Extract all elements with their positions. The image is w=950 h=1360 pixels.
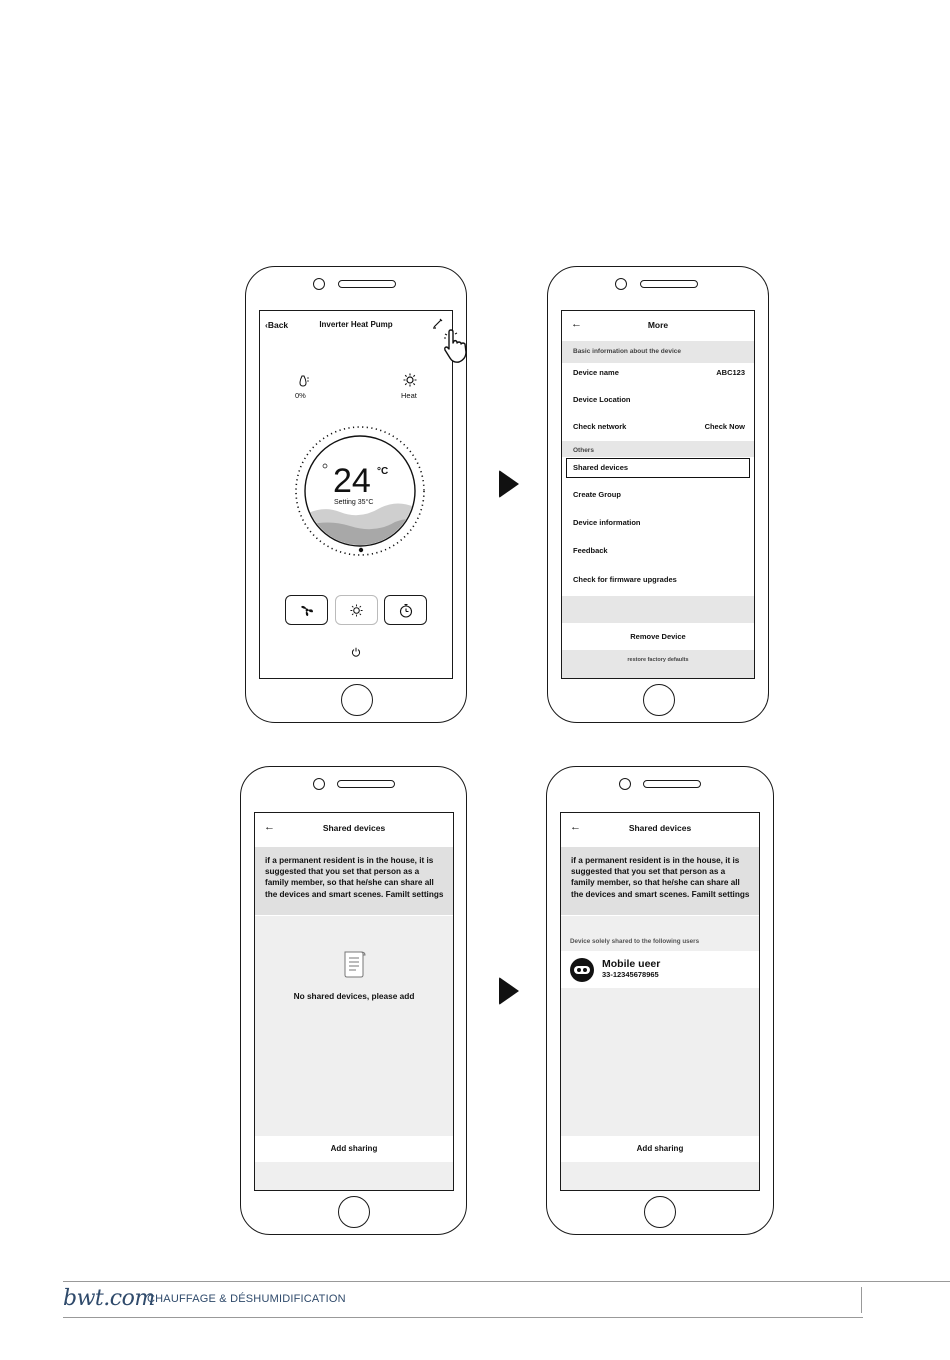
document-icon xyxy=(341,949,367,984)
device-location-row[interactable]: Device Location xyxy=(562,390,754,417)
page-title: Inverter Heat Pump xyxy=(319,320,393,329)
phone-frame-1 xyxy=(245,266,467,723)
empty-message: No shared devices, please add xyxy=(293,991,415,1001)
check-now-link[interactable]: Check Now xyxy=(704,422,745,431)
phone-frame-4 xyxy=(546,766,774,1235)
arrow-left-icon[interactable]: ← xyxy=(264,821,275,833)
fan-button[interactable] xyxy=(285,595,328,625)
avatar xyxy=(569,957,595,988)
speaker xyxy=(337,780,395,788)
user-name: Mobile ueer xyxy=(602,958,661,970)
mode-label: Heat xyxy=(401,391,417,400)
screen-shared-users xyxy=(560,812,760,1191)
footer-rule-top xyxy=(63,1281,950,1282)
empty-state xyxy=(255,916,453,1190)
camera xyxy=(615,278,627,290)
mode-buttons xyxy=(285,595,428,627)
speaker xyxy=(643,780,701,788)
speaker xyxy=(640,280,698,288)
feedback-row[interactable]: Feedback xyxy=(562,543,754,572)
phone-frame-3 xyxy=(240,766,467,1235)
restore-defaults-link[interactable]: restore factory defaults xyxy=(562,650,754,679)
power-icon[interactable] xyxy=(260,647,452,660)
humidity-icon xyxy=(298,374,310,392)
family-info-box: if a permanent resident is in the house, it is suggested that you set that person as a family member, so that he/she can share all the devices and smart scenes. Familt settings xyxy=(561,847,759,915)
sun-icon xyxy=(350,604,363,617)
device-information-row[interactable]: Device information xyxy=(562,515,754,543)
sun-icon xyxy=(403,373,417,392)
home-button[interactable] xyxy=(341,684,373,716)
temperature-value: 24 xyxy=(333,462,371,500)
chevron-left-icon: ‹ xyxy=(265,320,268,330)
footer-rule-bottom xyxy=(63,1317,863,1318)
footer-tagline: CHAUFFAGE & DÉSHUMIDIFICATION xyxy=(147,1293,346,1305)
remove-device-button[interactable]: Remove Device xyxy=(562,623,754,650)
shared-devices-row[interactable] xyxy=(562,457,754,487)
shared-list xyxy=(561,916,759,1190)
phone-frame-2 xyxy=(547,266,769,723)
camera xyxy=(619,778,631,790)
user-phone: 33-12345678965 xyxy=(602,970,659,979)
header xyxy=(255,813,453,847)
family-info-box: if a permanent resident is in the house, it is suggested that you set that person as a family member, so that he/she can share all the devices and smart scenes. Familt settings xyxy=(255,847,453,915)
firmware-row[interactable]: Check for firmware upgrades xyxy=(562,572,754,596)
add-sharing-button[interactable]: Add sharing xyxy=(561,1136,759,1162)
shared-devices-highlight: Shared devices xyxy=(566,458,750,478)
humidity-value: 0% xyxy=(295,391,306,400)
add-sharing-button[interactable]: Add sharing xyxy=(255,1136,453,1162)
home-button[interactable] xyxy=(644,1196,676,1228)
fan-icon xyxy=(299,603,315,617)
arrow-right-icon xyxy=(499,977,519,1005)
device-name-value: ABC123 xyxy=(716,368,745,377)
screen-device-control xyxy=(259,310,453,679)
arrow-left-icon[interactable]: ← xyxy=(570,821,581,833)
arrow-right-icon xyxy=(499,470,519,498)
temperature-unit: °C xyxy=(377,466,389,477)
create-group-row[interactable]: Create Group xyxy=(562,487,754,515)
spacer xyxy=(562,596,754,623)
footer-divider xyxy=(861,1287,862,1313)
home-button[interactable] xyxy=(338,1196,370,1228)
screen-shared-empty xyxy=(254,812,454,1191)
section-label: Device solely shared to the following users xyxy=(570,938,700,945)
home-button[interactable] xyxy=(643,684,675,716)
header xyxy=(562,311,754,341)
camera xyxy=(313,278,325,290)
screen-more xyxy=(561,310,755,679)
heat-button[interactable] xyxy=(335,595,378,625)
timer-button[interactable] xyxy=(384,595,427,625)
timer-icon xyxy=(399,603,413,618)
header xyxy=(561,813,759,847)
page-title: Shared devices xyxy=(628,823,692,833)
device-name-row[interactable]: Device name ABC123 xyxy=(562,363,754,390)
back-button[interactable]: ‹Back xyxy=(265,320,289,330)
page-title: More xyxy=(647,320,669,330)
bwt-logo: bwt.com xyxy=(63,1286,155,1311)
setpoint-label: Setting 35°C xyxy=(334,499,374,506)
check-network-row[interactable]: Check network Check Now xyxy=(562,417,754,441)
camera xyxy=(313,778,325,790)
section-basic: Basic information about the device xyxy=(562,341,754,363)
arrow-left-icon[interactable]: ← xyxy=(571,318,582,330)
user-row[interactable] xyxy=(561,951,759,988)
speaker xyxy=(338,280,396,288)
page-title: Shared devices xyxy=(322,823,386,833)
hand-pointer-icon xyxy=(442,329,472,370)
section-others: Others xyxy=(562,441,754,457)
